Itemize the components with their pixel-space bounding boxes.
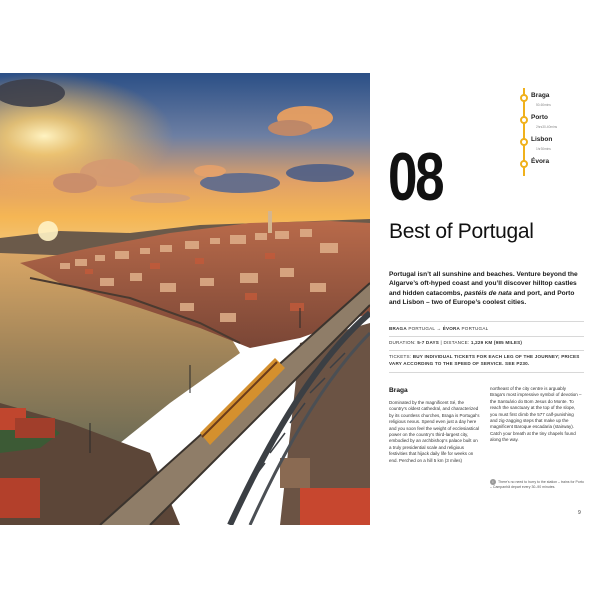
chapter-intro: Portugal isn’t all sunshine and beaches. Venture beyond the Algarve’s oft-hyped coast and you’ll discover hilltop castles and hidden catacombs, pastéis de nata and port, and Porto and Lisbon – two of Europe’s coolest cities.: [389, 271, 578, 307]
section-heading: Braga: [389, 387, 408, 394]
porto-photo: [0, 73, 370, 525]
divider: [389, 321, 584, 322]
body-column-2: [490, 386, 582, 444]
stop-dot-icon: [520, 138, 528, 146]
travel-tip: [490, 479, 584, 490]
route-map: [520, 84, 590, 184]
chapter-title: Best of Portugal: [389, 220, 534, 243]
divider: [389, 350, 584, 351]
divider: [389, 372, 584, 373]
stop-name: Évora: [531, 158, 550, 165]
stop-dot-icon: [520, 116, 528, 124]
chapter-number: 08: [388, 139, 443, 215]
body-column-1: [389, 387, 481, 464]
stop-name: Braga: [531, 92, 550, 99]
route-summary: BRAGA PORTUGAL → ÉVORA PORTUGAL: [389, 326, 489, 331]
stop-name: Porto: [531, 114, 548, 121]
stop-dot-icon: [520, 94, 528, 102]
divider: [389, 336, 584, 337]
body-text: Dominated by the magnificent Sé, the country’s oldest cathedral, and characterized by its countless churches, Braga is Portugal’s religious nexus. Spend even just a day here and you soon feel the weight of ecclesiastical power on the country’s third-largest city, embodied by an archbishop’s palace built on a truly presidential scale and religious festivities that hijack daily life for weeks on end. Perched on a hill 5 km (3 miles): [389, 400, 480, 463]
clerigos-tower: [268, 211, 272, 233]
leg-time: 1hr30mins: [536, 147, 551, 151]
tip-text: There’s no need to hurry to the station – trains for Porto – Campanhã depart every 30–90 minutes.: [490, 479, 584, 489]
leg-time: 2hrs30-40mins: [536, 125, 558, 129]
stop-dot-icon: [520, 160, 528, 168]
leg-time: 50-60mins: [536, 103, 551, 107]
duration-distance: DURATION: 5-7 DAYS | DISTANCE: 1,229 KM (985 MILES): [389, 340, 523, 345]
stop-name: Lisbon: [531, 136, 553, 143]
page-number: 9: [578, 510, 581, 516]
info-icon: i: [490, 479, 496, 485]
tickets-info: TICKETS: BUY INDIVIDUAL TICKETS FOR EACH LEG OF THE JOURNEY; PRICES VARY ACCORDING TO THE SPEED OF SERVICE. SEE P230.: [389, 354, 580, 366]
body-text: northeast of the city centre is arguably Braga’s most impressive symbol of devotion – the Santuário do Bom Jesus do Monte. To reach the sanctuary at the top of the slope, you must first climb the 577 calf-punishing and zig-zagging steps that make up the magnificent Baroque escadaria (stairway). Catch your breath at the tiny chapels found along the way.: [490, 386, 582, 443]
